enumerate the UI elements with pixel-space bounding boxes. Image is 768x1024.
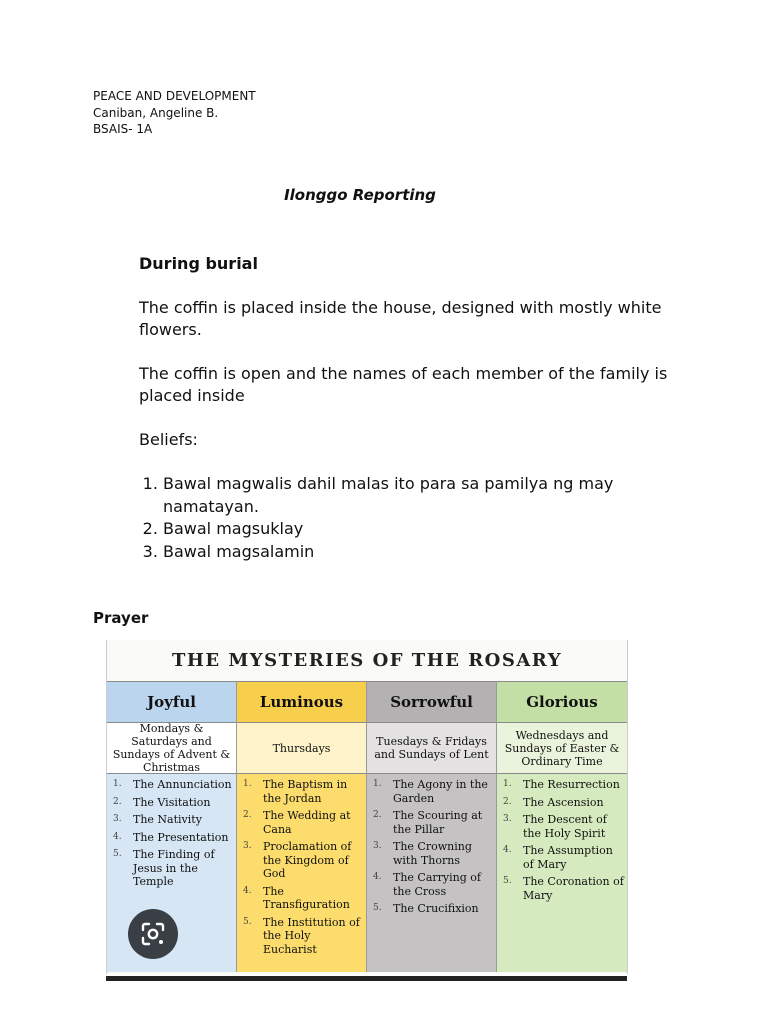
mystery-number: 1. — [113, 779, 122, 789]
mystery-item — [501, 875, 625, 902]
mystery-item — [371, 778, 494, 805]
mystery-text: Proclamation of the Kingdom of God — [263, 840, 352, 880]
mystery-text: The Transfiguration — [263, 884, 350, 911]
mystery-number: 3. — [243, 841, 252, 851]
mystery-number: 5. — [503, 876, 512, 886]
mystery-item — [111, 813, 234, 827]
mystery-number: 1. — [373, 779, 382, 789]
mystery-item — [501, 796, 625, 810]
beliefs-list — [139, 473, 679, 563]
column-heading: Glorious — [497, 681, 627, 723]
list-item: 1. Bawal magwalis dahil malas ito para sa pamilya ng may namatayan. — [163, 473, 679, 518]
mystery-text: The Assumption of Mary — [523, 844, 613, 871]
mystery-number: 4. — [243, 885, 252, 896]
image-bottom-border — [106, 976, 627, 981]
rosary-table — [107, 681, 627, 972]
mystery-item — [501, 813, 625, 840]
paragraph: The coffin is placed inside the house, designed with mostly white flowers. — [139, 297, 662, 339]
mystery-text: The Crucifixion — [393, 902, 479, 915]
course-title: PEACE AND DEVELOPMENT — [93, 89, 256, 103]
mystery-text: The Finding of Jesus in the Temple — [133, 848, 215, 888]
mystery-item — [111, 831, 234, 845]
mystery-item — [241, 916, 364, 957]
list-item: 3. Bawal magsalamin — [163, 541, 679, 564]
mystery-number: 1. — [503, 779, 512, 789]
column-heading: Luminous — [237, 681, 366, 723]
mystery-item — [241, 885, 364, 912]
section-heading: During burial — [139, 254, 258, 273]
column-heading: Joyful — [107, 681, 236, 723]
beliefs-label: Beliefs: — [139, 429, 198, 449]
mystery-text: The Institution of the Holy Eucharist — [263, 915, 360, 956]
document-title: Ilonggo Reporting — [284, 186, 436, 204]
mystery-number: 2. — [113, 796, 122, 807]
mystery-text: The Scouring at the Pillar — [393, 809, 483, 836]
mystery-text: The Coronation of Mary — [523, 875, 624, 902]
mystery-text: The Descent of the Holy Spirit — [523, 813, 607, 840]
mystery-item — [241, 809, 364, 836]
mystery-number: 2. — [503, 796, 512, 807]
mystery-item — [501, 778, 625, 792]
mystery-item — [371, 809, 494, 836]
column-days: Thursdays — [237, 723, 366, 774]
mystery-list — [107, 774, 236, 889]
paragraph: The coffin is open and the names of each member of the family is placed inside — [139, 363, 668, 405]
mystery-item — [501, 844, 625, 871]
mystery-number: 5. — [113, 849, 122, 859]
column-days: Mondays & Saturdays and Sundays of Advent & Christmas — [107, 723, 236, 774]
mystery-list — [497, 774, 627, 902]
mystery-item — [371, 902, 494, 916]
rosary-column-luminous — [237, 681, 367, 972]
section-label: BSAIS- 1A — [93, 122, 153, 136]
mystery-item — [241, 840, 364, 881]
mystery-list — [237, 774, 366, 956]
camera-lens-icon — [140, 921, 166, 947]
mystery-number: 5. — [243, 916, 252, 927]
mystery-number: 3. — [113, 814, 122, 824]
column-days: Wednesdays and Sundays of Easter & Ordinary Time — [497, 723, 627, 774]
mystery-item — [371, 840, 494, 867]
student-name: Caniban, Angeline B. — [93, 105, 219, 120]
burial-section — [139, 253, 679, 563]
mystery-text: The Ascension — [523, 795, 604, 809]
mystery-item — [111, 796, 234, 810]
mystery-item — [111, 778, 234, 792]
mystery-number: 3. — [503, 814, 512, 824]
mystery-text: The Agony in the Garden — [393, 778, 488, 805]
mystery-number: 2. — [373, 810, 382, 820]
mystery-text: The Nativity — [133, 813, 202, 826]
mystery-text: The Carrying of the Cross — [393, 871, 481, 898]
rosary-image — [106, 640, 628, 974]
mystery-number: 5. — [373, 903, 382, 913]
mystery-text: The Visitation — [133, 795, 211, 809]
mystery-number: 2. — [243, 810, 252, 820]
column-heading: Sorrowful — [367, 681, 496, 723]
document-header — [93, 88, 256, 138]
mystery-text: The Wedding at Cana — [263, 809, 351, 836]
mystery-list — [367, 774, 496, 916]
rosary-column-sorrowful — [367, 681, 497, 972]
mystery-number: 1. — [243, 779, 252, 789]
mystery-number: 4. — [113, 831, 122, 842]
mystery-number: 4. — [503, 845, 512, 855]
rosary-column-glorious — [497, 681, 627, 972]
mystery-item — [241, 778, 364, 805]
prayer-heading: Prayer — [93, 609, 149, 627]
mystery-item — [111, 848, 234, 889]
mystery-text: The Presentation — [133, 830, 229, 844]
mystery-text: The Crowning with Thorns — [393, 840, 472, 867]
mystery-number: 3. — [373, 841, 382, 851]
mystery-number: 4. — [373, 872, 382, 882]
mystery-text: The Baptism in the Jordan — [263, 778, 348, 805]
column-days: Tuesdays & Fridays and Sundays of Lent — [367, 723, 496, 774]
list-item: 2. Bawal magsuklay — [163, 518, 679, 541]
mystery-text: The Annunciation — [133, 778, 232, 791]
lens-search-icon[interactable] — [128, 909, 178, 959]
rosary-title: THE MYSTERIES OF THE ROSARY — [171, 650, 563, 671]
mystery-item — [371, 871, 494, 898]
mystery-text: The Resurrection — [523, 778, 620, 791]
